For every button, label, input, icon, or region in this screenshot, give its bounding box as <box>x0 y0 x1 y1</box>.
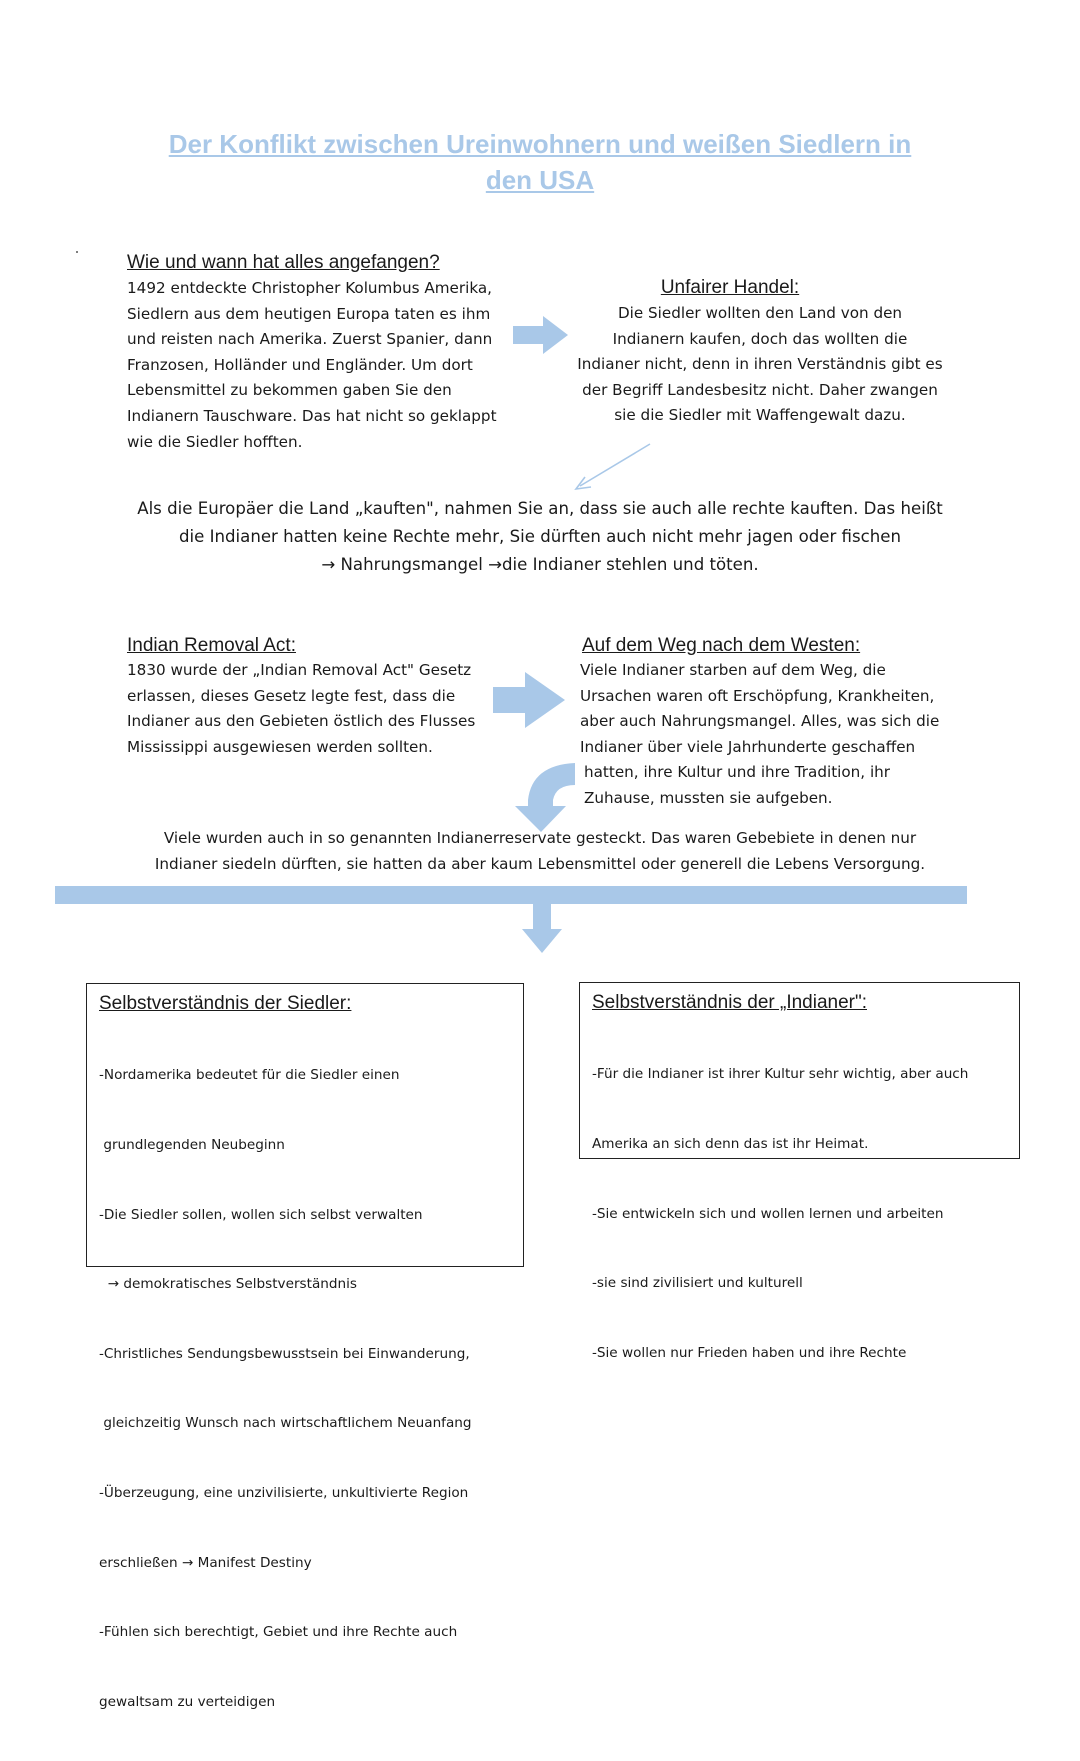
start-line: Lebensmittel zu bekommen gaben Sie den <box>127 381 452 400</box>
indians-list <box>592 1017 968 1411</box>
unfair-text <box>560 301 960 429</box>
settlers-heading: Selbstverständnis der Siedler: <box>99 993 352 1014</box>
indians-line: -Sie wollen nur Frieden haben und ihre Rechte <box>592 1344 907 1361</box>
removal-line: erlassen, dieses Gesetz legte fest, dass die <box>127 686 456 705</box>
unfair-line: sie die Siedler mit Waffengewalt dazu. <box>614 406 906 425</box>
settlers-line: → demokratisches Selbstverständnis <box>99 1276 358 1293</box>
settlers-list <box>99 1018 472 1761</box>
west-line: Viele Indianer starben auf dem Weg, die <box>580 661 886 679</box>
west-line: hatten, ihre Kultur und ihre Tradition, ihr <box>584 763 891 782</box>
removal-line: Mississippi ausgewiesen werden sollten. <box>127 737 433 756</box>
west-text <box>580 658 939 812</box>
settlers-box <box>86 983 524 1710</box>
settlers-line: gewaltsam zu verteidigen <box>99 1693 276 1710</box>
reservations-line: Viele wurden auch in so genannten Indianerreservate gesteckt. Das waren Gebebiete in denen nur <box>163 829 917 847</box>
west-line: Ursachen waren oft Erschöpfung, Krankheiten, <box>580 686 935 705</box>
indians-line: Amerika an sich denn das ist ihr Heimat. <box>592 1136 869 1153</box>
rights-line: → Nahrungsmangel →die Indianer stehlen und töten. <box>321 555 759 574</box>
removal-text <box>127 658 475 760</box>
unfair-line: Indianer nicht, denn in ihren Verständnis gibt es <box>577 355 943 374</box>
settlers-line: -Die Siedler sollen, wollen sich selbst verwalten <box>99 1206 423 1223</box>
unfair-line: Die Siedler wollten den Land von den <box>617 304 903 322</box>
settlers-line: gleichzeitig Wunsch nach wirtschaftlichem Neuanfang <box>99 1415 472 1432</box>
arrow-right-icon-2 <box>493 672 565 728</box>
rights-line: Als die Europäer die Land „kauften", nahmen Sie an, dass sie auch alle rechte kauften. Das heißt <box>137 499 943 518</box>
settlers-line: -Nordamerika bedeutet für die Siedler einen <box>99 1067 400 1084</box>
start-line: und reisten nach Amerika. Zuerst Spanier, dann <box>127 330 493 349</box>
reservations-line: Indianer siedeln dürften, sie hatten da aber kaum Lebensmittel oder generell die Lebens Versorgung. <box>154 854 926 873</box>
unfair-heading: Unfairer Handel: <box>660 277 800 298</box>
indians-line: -sie sind zivilisiert und kulturell <box>592 1275 803 1292</box>
west-line: aber auch Nahrungsmangel. Alles, was sich die <box>580 712 940 731</box>
rights-line: die Indianer hatten keine Rechte mehr, Sie dürften auch nicht mehr jagen oder fischen <box>178 527 902 546</box>
indians-line: -Sie entwickeln sich und wollen lernen und arbeiten <box>592 1205 944 1222</box>
start-line: Indianern Tauschware. Das hat nicht so geklappt <box>127 406 497 425</box>
west-line: Indianer über viele Jahrhunderte geschaffen <box>580 737 916 756</box>
indians-line: -Für die Indianer ist ihrer Kultur sehr wichtig, aber auch <box>592 1066 969 1083</box>
settlers-line: -Überzeugung, eine unzivilisierte, unkultivierte Region <box>99 1485 469 1502</box>
rights-text <box>40 495 1040 579</box>
start-line: wie die Siedler hofften. <box>127 432 303 451</box>
removal-heading: Indian Removal Act: <box>127 635 296 656</box>
settlers-line: -Fühlen sich berechtigt, Gebiet und ihre Rechte auch <box>99 1624 458 1641</box>
west-heading: Auf dem Weg nach dem Westen: <box>582 635 861 656</box>
title-line-2: den USA <box>485 165 595 195</box>
start-line: Franzosen, Holländer und Engländer. Um dort <box>127 355 473 374</box>
unfair-line: der Begriff Landesbesitz nicht. Daher zwangen <box>582 380 938 399</box>
arrow-diagonal-icon <box>580 444 650 486</box>
settlers-line: erschließen → Manifest Destiny <box>99 1554 312 1571</box>
title-line-1: Der Konflikt zwischen Ureinwohnern und weißen Siedlern in <box>168 129 912 159</box>
indians-box <box>579 982 1020 1361</box>
unfair-line: Indianern kaufen, doch das wollten die <box>612 329 908 348</box>
removal-line: Indianer aus den Gebieten östlich des Flusses <box>127 712 476 731</box>
arrow-down-icon <box>522 904 562 953</box>
start-heading: Wie und wann hat alles angefangen? <box>127 252 440 273</box>
indians-heading: Selbstverständnis der „Indianer": <box>592 992 867 1013</box>
start-line: 1492 entdeckte Christopher Kolumbus Amerika, <box>127 279 492 297</box>
start-text <box>127 276 497 455</box>
stray-dot <box>76 251 78 253</box>
start-line: Siedlern aus dem heutigen Europa taten es ihm <box>127 304 491 323</box>
settlers-line: -Christliches Sendungsbewusstsein bei Einwanderung, <box>99 1345 470 1362</box>
settlers-line: grundlegenden Neubeginn <box>99 1137 285 1154</box>
divider-bar <box>55 886 967 904</box>
arrow-curved-down-icon <box>515 763 575 832</box>
removal-line: 1830 wurde der „Indian Removal Act" Gesetz <box>127 661 472 679</box>
reservations-text <box>40 826 1040 877</box>
west-line: Zuhause, mussten sie aufgeben. <box>584 788 833 807</box>
